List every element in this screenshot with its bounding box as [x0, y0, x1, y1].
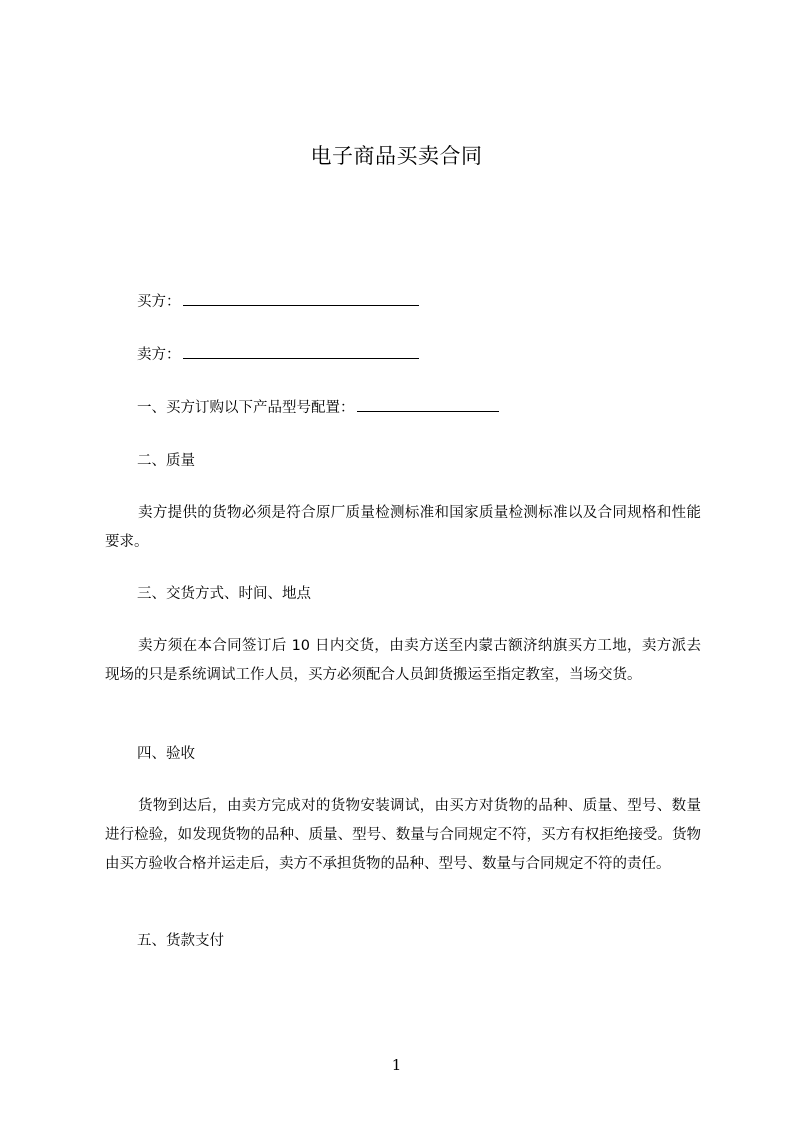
section4-body: 货物到达后，由卖方完成对的货物安装调试，由买方对货物的品种、质量、型号、数量进行检验，如发现货物的品种、质量、型号、数量与合同规定不符，买方有权拒绝接受。货物由买方验收合格并运走后，卖方不承担货物的品种、型号、数量与合同规定不符的责任。 [105, 798, 701, 872]
section3-body: 卖方须在本合同签订后 10 日内交货，由卖方送至内蒙古额济纳旗买方工地，卖方派去现场的只是系统调试工作人员，买方必须配合人员卸货搬运至指定教室，当场交货。 [105, 638, 701, 683]
section3-heading: 三、交货方式、时间、地点 [137, 586, 311, 602]
seller-blank [183, 344, 419, 359]
section1-line [137, 397, 499, 418]
section4-heading: 四、验收 [137, 746, 195, 762]
buyer-blank [183, 291, 419, 306]
section1-heading: 一、买方订购以下产品型号配置： [137, 400, 355, 416]
page-number: 1 [391, 1056, 402, 1074]
section5-heading: 五、货款支付 [137, 933, 224, 949]
section2-heading: 二、质量 [137, 453, 195, 469]
buyer-line [137, 291, 419, 312]
seller-label: 卖方： [137, 347, 181, 363]
seller-line [137, 344, 419, 365]
section2-body: 卖方提供的货物必须是符合原厂质量检测标准和国家质量检测标准以及合同规格和性能要求。 [105, 505, 701, 550]
buyer-label: 买方： [137, 294, 181, 310]
document-title: 电子商品买卖合同 [310, 144, 483, 168]
product-config-blank [357, 397, 499, 412]
